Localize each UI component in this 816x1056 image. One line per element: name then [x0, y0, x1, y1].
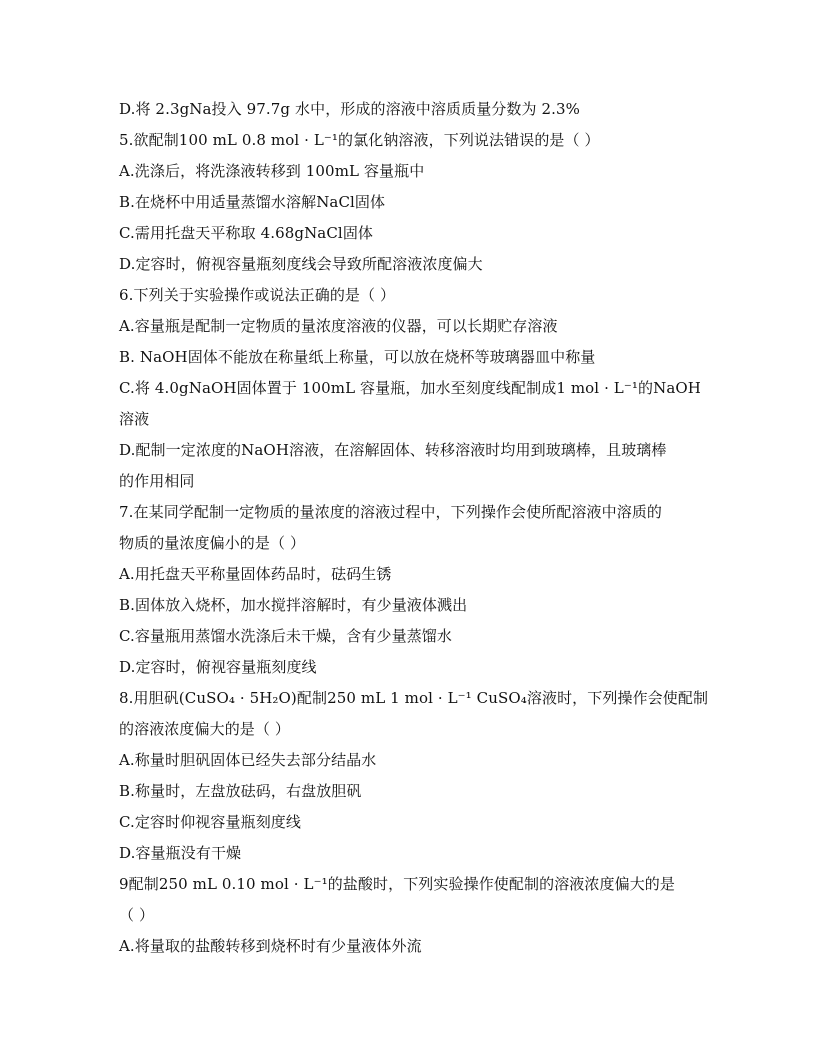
option-line: A.洗涤后，将洗涤液转移到 100mL 容量瓶中 — [119, 162, 425, 180]
question-9-stem: 9配制250 mL 0.10 mol · L⁻¹的盐酸时，下列实验操作使配制的溶液浓度偏大的是 — [119, 875, 676, 893]
option-line: A.用托盘天平称量固体药品时，砝码生锈 — [119, 565, 392, 583]
option-line: A.容量瓶是配制一定物质的量浓度溶液的仪器，可以长期贮存溶液 — [119, 317, 558, 335]
option-line: B. NaOH固体不能放在称量纸上称量，可以放在烧杯等玻璃器皿中称量 — [119, 348, 596, 366]
question-5-stem: 5.欲配制100 mL 0.8 mol · L⁻¹的氯化钠溶液，下列说法错误的是（ ） — [119, 131, 600, 149]
option-line: D.定容时，俯视容量瓶刻度线会导致所配溶液浓度偏大 — [119, 255, 483, 273]
option-line: B.称量时，左盘放砝码，右盘放胆矾 — [119, 782, 362, 800]
question-6-stem: 6.下列关于实验操作或说法正确的是（ ） — [119, 286, 396, 304]
option-line: A.称量时胆矾固体已经失去部分结晶水 — [119, 751, 377, 769]
option-line: D.配制一定浓度的NaOH溶液，在溶解固体、转移溶液时均用到玻璃棒，且玻璃棒 — [119, 441, 667, 459]
option-line-continued: 的作用相同 — [119, 472, 195, 490]
option-line: C.将 4.0gNaOH固体置于 100mL 容量瓶，加水至刻度线配制成1 mol · L⁻¹的NaOH — [119, 379, 701, 397]
option-line: B.在烧杯中用适量蒸馏水溶解NaCl固体 — [119, 193, 386, 211]
option-line: A.将量取的盐酸转移到烧杯时有少量液体外流 — [119, 937, 422, 955]
option-line: B.固体放入烧杯，加水搅拌溶解时，有少量液体溅出 — [119, 596, 468, 614]
text-line: D.将 2.3gNa投入 97.7g 水中，形成的溶液中溶质质量分数为 2.3% — [119, 100, 580, 118]
option-line: D.容量瓶没有干燥 — [119, 844, 242, 862]
question-7-stem-continued: 物质的量浓度偏小的是（ ） — [119, 534, 306, 552]
option-line: C.需用托盘天平称取 4.68gNaCl固体 — [119, 224, 374, 242]
option-line: C.容量瓶用蒸馏水洗涤后未干燥，含有少量蒸馏水 — [119, 627, 453, 645]
question-8-stem-continued: 的溶液浓度偏大的是（ ） — [119, 720, 290, 738]
question-text-block — [119, 94, 709, 962]
question-8-stem: 8.用胆矾(CuSO₄ · 5H₂O)配制250 mL 1 mol · L⁻¹ CuSO₄溶液时，下列操作会使配制 — [119, 689, 709, 707]
option-line-continued: 溶液 — [119, 410, 150, 428]
option-line: D.定容时，俯视容量瓶刻度线 — [119, 658, 317, 676]
question-9-stem-continued: （ ） — [119, 906, 155, 924]
question-7-stem: 7.在某同学配制一定物质的量浓度的溶液过程中，下列操作会使所配溶液中溶质的 — [119, 503, 663, 521]
option-line: C.定容时仰视容量瓶刻度线 — [119, 813, 302, 831]
